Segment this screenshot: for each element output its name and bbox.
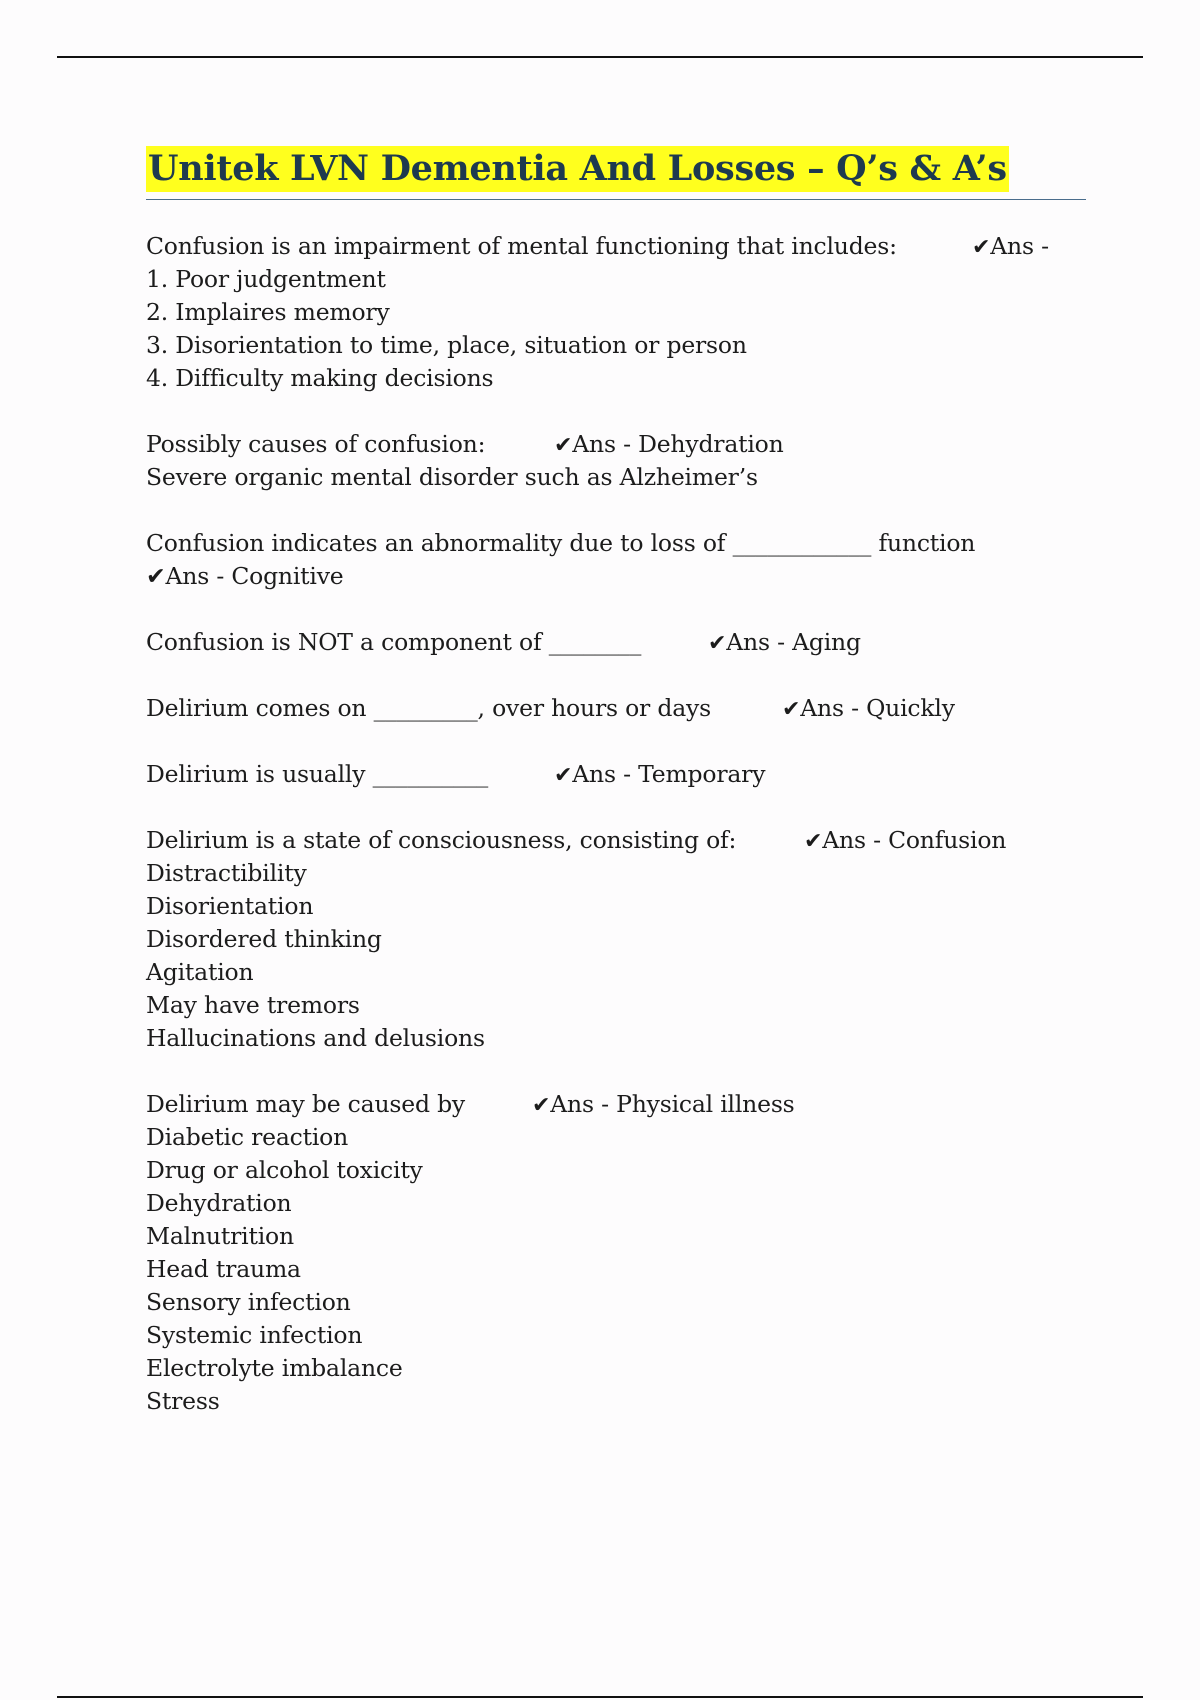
qa-item: [146, 230, 1086, 395]
answer-text: Ans - Quickly: [800, 694, 955, 722]
question-text: Delirium is a state of consciousness, consisting of:: [146, 826, 737, 854]
detail-line: Agitation: [146, 958, 254, 986]
answer-text: Ans - Confusion: [822, 826, 1007, 854]
detail-line: Disordered thinking: [146, 925, 382, 953]
question-text: Possibly causes of confusion:: [146, 430, 486, 458]
check-mark-icon: ✔: [708, 631, 727, 656]
detail-line: 2. Implaires memory: [146, 298, 390, 326]
question-row: [146, 626, 1086, 659]
qa-item: [146, 1088, 1086, 1418]
question-text: Confusion is an impairment of mental functioning that includes:: [146, 232, 897, 260]
answer-text: Ans -: [990, 232, 1049, 260]
detail-line: Diabetic reaction: [146, 1123, 349, 1151]
detail-line: Disorientation: [146, 892, 314, 920]
detail-line: Severe organic mental disorder such as Alzheimer’s: [146, 463, 758, 491]
detail-line: May have tremors: [146, 991, 360, 1019]
check-mark-icon: ✔: [146, 562, 166, 590]
answer-text: Ans - Cognitive: [165, 562, 344, 590]
qa-item: [146, 527, 1086, 593]
answer: [532, 1088, 795, 1122]
check-mark-icon: ✔: [972, 235, 991, 260]
check-mark-icon: ✔: [532, 1093, 551, 1118]
detail-line: Drug or alcohol toxicity: [146, 1156, 423, 1184]
qa-item: [146, 428, 1086, 494]
answer: [972, 230, 1049, 264]
question-row: [146, 527, 1086, 560]
detail-line: Sensory infection: [146, 1288, 351, 1316]
detail-line: 3. Disorientation to time, place, situation or person: [146, 331, 747, 359]
footer-rule: [57, 1696, 1143, 1698]
question-row: [146, 758, 1086, 791]
check-mark-icon: ✔: [554, 433, 573, 458]
detail-line: Systemic infection: [146, 1321, 363, 1349]
question-text: Delirium is usually __________: [146, 760, 489, 788]
answer-text: Ans - Temporary: [572, 760, 766, 788]
question-text: Delirium comes on _________, over hours or days: [146, 694, 711, 722]
question-row: [146, 230, 1086, 263]
qa-item: [146, 824, 1086, 1055]
check-mark-icon: ✔: [554, 763, 573, 788]
question-row: [146, 1088, 1086, 1121]
detail-line: Distractibility: [146, 859, 307, 887]
answer: [554, 758, 765, 792]
qa-item: [146, 692, 1086, 725]
answer-text: Ans - Physical illness: [550, 1090, 795, 1118]
question-row: [146, 692, 1086, 725]
answer: [804, 824, 1006, 858]
detail-line: 1. Poor judgentment: [146, 265, 386, 293]
detail-line: Hallucinations and delusions: [146, 1024, 485, 1052]
qa-item: [146, 758, 1086, 791]
check-mark-icon: ✔: [804, 829, 823, 854]
title-block: [146, 146, 1086, 200]
detail-line: Dehydration: [146, 1189, 292, 1217]
question-row: [146, 824, 1086, 857]
detail-line: Stress: [146, 1387, 220, 1415]
detail-line: Electrolyte imbalance: [146, 1354, 403, 1382]
qa-item: [146, 626, 1086, 659]
question-text: Confusion indicates an abnormality due to loss of ____________ function: [146, 529, 976, 557]
detail-line: Malnutrition: [146, 1222, 294, 1250]
answer: [782, 692, 955, 726]
check-mark-icon: ✔: [782, 697, 801, 722]
detail-line: Head trauma: [146, 1255, 301, 1283]
document-body: [146, 146, 1086, 1451]
question-text: Confusion is NOT a component of ________: [146, 628, 642, 656]
question-row: [146, 428, 1086, 461]
answer: [554, 428, 784, 462]
answer: [146, 560, 1086, 593]
answer: [708, 626, 861, 660]
header-rule: [57, 56, 1143, 58]
page-title: Unitek LVN Dementia And Losses – Q’s & A’s: [146, 146, 1009, 192]
answer-text: Ans - Dehydration: [572, 430, 784, 458]
question-text: Delirium may be caused by: [146, 1090, 465, 1118]
detail-line: 4. Difficulty making decisions: [146, 364, 494, 392]
answer-text: Ans - Aging: [726, 628, 861, 656]
